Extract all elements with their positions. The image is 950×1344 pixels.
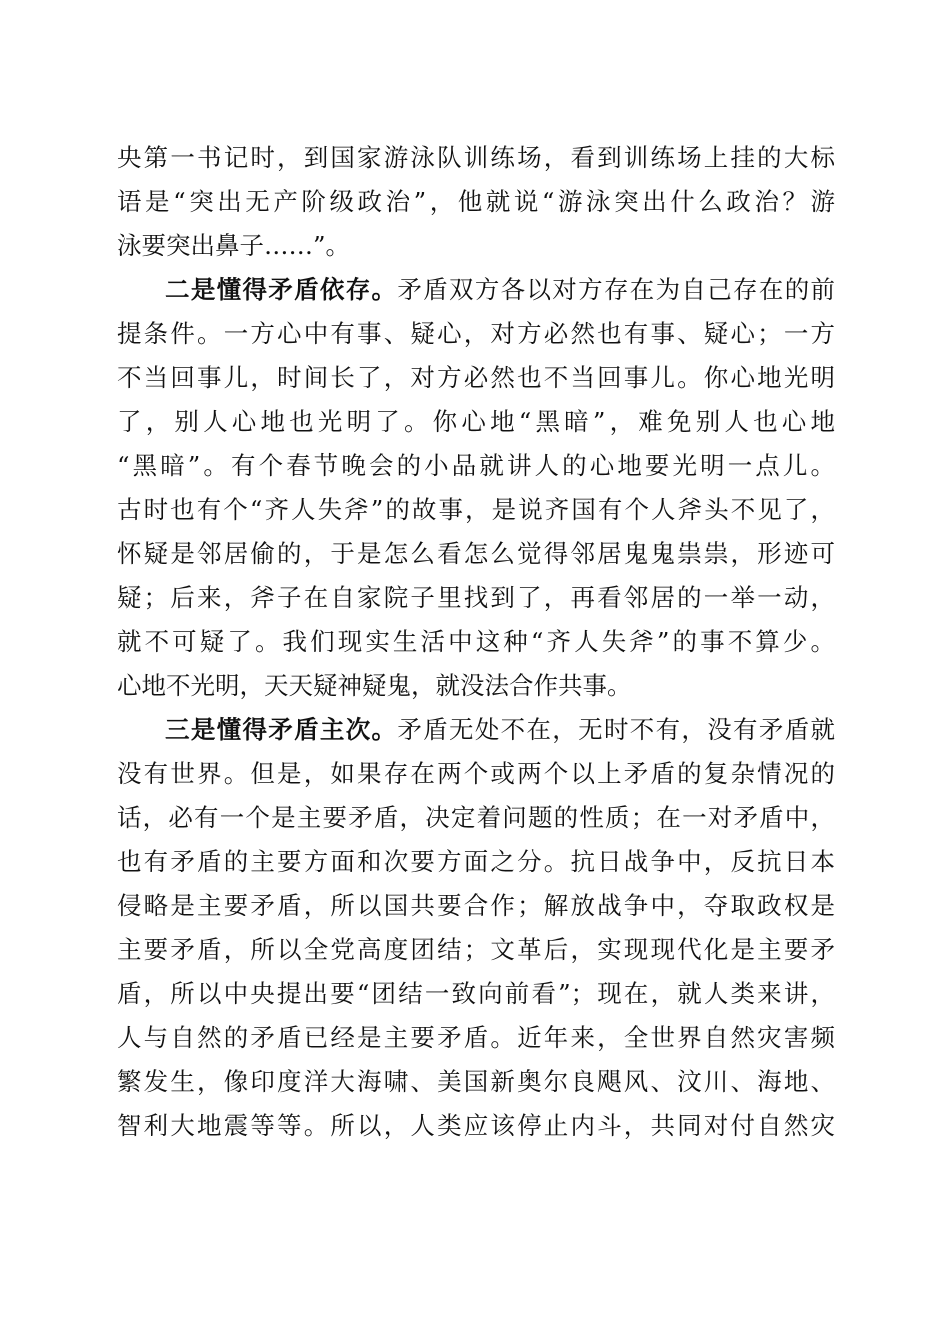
text-line: 疑；后来，斧子在自家院子里找到了，再看邻居的一举一动， (117, 583, 835, 612)
text-line: 语是“突出无产阶级政治”，他就说“游泳突出什么政治？游 (117, 187, 835, 216)
text-line: 不当回事儿，时间长了，对方必然也不当回事儿。你心地光明 (117, 363, 835, 392)
text-line: 也有矛盾的主要方面和次要方面之分。抗日战争中，反抗日本 (117, 847, 835, 876)
text-line: 古时也有个“齐人失斧”的故事，是说齐国有个人斧头不见了， (117, 495, 835, 524)
text-line: 繁发生，像印度洋大海啸、美国新奥尔良飓风、汶川、海地、 (117, 1067, 835, 1096)
text-line: 侵略是主要矛盾，所以国共要合作；解放战争中，夺取政权是 (117, 891, 835, 920)
text-line: 盾，所以中央提出要“团结一致向前看”；现在，就人类来讲， (117, 979, 835, 1008)
text-line: 泳要突出鼻子……”。 (117, 231, 351, 260)
text-line: 怀疑是邻居偷的，于是怎么看怎么觉得邻居鬼鬼祟祟，形迹可 (117, 539, 835, 568)
section-heading-line: 二是懂得矛盾依存。矛盾双方各以对方存在为自己存在的前 (165, 275, 835, 304)
section-heading: 三是懂得矛盾主次。 (165, 715, 398, 744)
section-heading-line: 三是懂得矛盾主次。矛盾无处不在，无时不有，没有矛盾就 (165, 715, 835, 744)
text-line: 没有世界。但是，如果存在两个或两个以上矛盾的复杂情况的 (117, 759, 835, 788)
text-line: 就不可疑了。我们现实生活中这种“齐人失斧”的事不算少。 (117, 627, 835, 656)
text-line: “黑暗”。有个春节晚会的小品就讲人的心地要光明一点儿。 (117, 451, 835, 480)
text-line: 心地不光明，天天疑神疑鬼，就没法合作共事。 (117, 671, 632, 700)
text-line: 主要矛盾，所以全党高度团结；文革后，实现现代化是主要矛 (117, 935, 835, 964)
text-line: 人与自然的矛盾已经是主要矛盾。近年来，全世界自然灾害频 (117, 1023, 835, 1052)
section-heading: 二是懂得矛盾依存。 (165, 275, 398, 304)
text-line: 话，必有一个是主要矛盾，决定着问题的性质；在一对矛盾中， (117, 803, 835, 832)
text-line: 智利大地震等等。所以，人类应该停止内斗，共同对付自然灾 (117, 1111, 835, 1140)
text-line: 央第一书记时，到国家游泳队训练场，看到训练场上挂的大标 (117, 143, 835, 172)
text-line: 提条件。一方心中有事、疑心，对方必然也有事、疑心；一方 (117, 319, 835, 348)
text-line: 了，别人心地也光明了。你心地“黑暗”，难免别人也心地 (117, 407, 835, 436)
